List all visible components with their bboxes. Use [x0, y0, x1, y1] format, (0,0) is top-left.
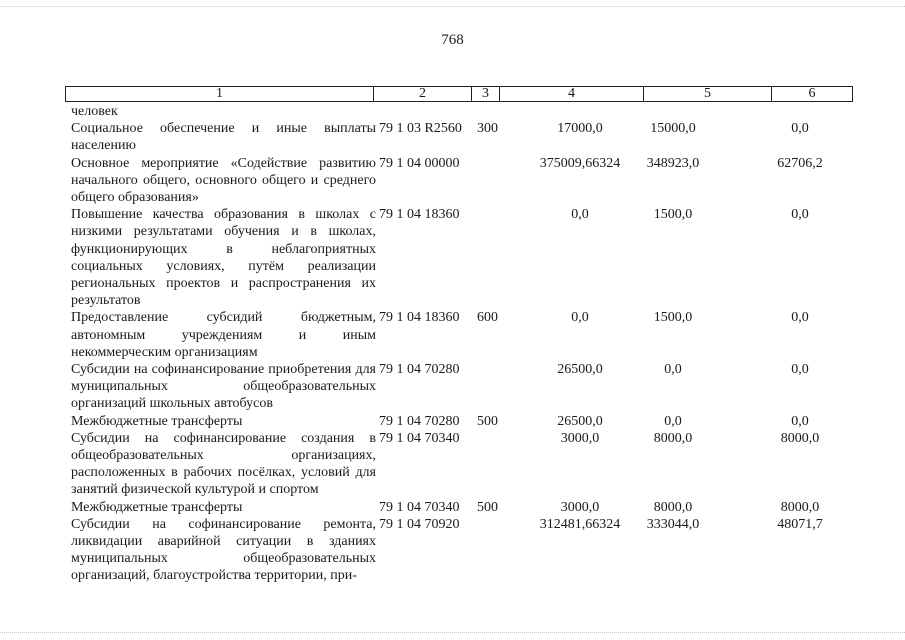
- scan-top-edge: [0, 6, 905, 7]
- row-code: 79 1 04 18360: [379, 207, 460, 223]
- row-value-4: 312481,66324: [539, 516, 621, 532]
- table-body: [65, 103, 852, 585]
- row-value-6: 0,0: [791, 310, 809, 326]
- row-code: 79 1 04 70340: [379, 499, 460, 515]
- table-row: [65, 206, 852, 309]
- row-value-6: 8000,0: [780, 499, 820, 515]
- row-value-5: 1500,0: [653, 207, 693, 223]
- row-code: 79 1 04 70280: [379, 362, 460, 378]
- row-name: Социальное обеспечение и иные выплаты населению: [71, 121, 376, 154]
- table-row: [65, 430, 852, 499]
- row-value-4: 0,0: [571, 207, 589, 223]
- row-value-4: 3000,0: [560, 430, 600, 446]
- header-row: [66, 87, 853, 102]
- row-name: Основное мероприятие «Содействие развитию начального общего, основного общего и среднего общего образования»: [71, 155, 376, 206]
- row-value-4: 0,0: [571, 310, 589, 326]
- row-value-6: 8000,0: [780, 430, 820, 446]
- row-name: Межбюджетные трансферты: [71, 413, 243, 429]
- table-row: [65, 120, 852, 154]
- row-value-4: 26500,0: [557, 413, 603, 429]
- row-name: Субсидии на софинансирование создания в общеобразовательных организациях, расположенных в рабочих посёлках, условий для занятий физической культурой и спортом: [71, 430, 376, 498]
- row-code: 79 1 04 70920: [379, 516, 460, 532]
- table-row: [65, 155, 852, 207]
- col-header-6: 6: [772, 87, 853, 102]
- row-code: 79 1 04 00000: [379, 155, 460, 171]
- row-name: Субсидии на софинансирование приобретения для муниципальных общеобразовательных организаций школьных автобусов: [71, 362, 376, 412]
- row-type: 300: [477, 121, 498, 137]
- row-value-6: 0,0: [791, 413, 809, 429]
- col-header-4: 4: [500, 87, 644, 102]
- row-value-6: 0,0: [791, 207, 809, 223]
- row-code: 79 1 04 70280: [379, 413, 460, 429]
- table-row: [65, 499, 852, 516]
- table-row: [65, 413, 852, 430]
- col-header-5: 5: [644, 87, 772, 102]
- table-row: [65, 516, 852, 585]
- scan-bottom-edge: [0, 632, 905, 633]
- row-value-5: 348923,0: [646, 155, 700, 171]
- row-name: Субсидии на софинансирование ремонта, ликвидации аварийной ситуации в зданиях муниципальных общеобразовательных организаций, благоустройства территории, при-: [71, 516, 376, 584]
- row-value-4: 3000,0: [560, 499, 600, 515]
- row-value-4: 26500,0: [557, 362, 603, 378]
- row-value-6: 62706,2: [777, 155, 823, 171]
- row-name: Предоставление субсидий бюджетным, автономным учреждениям и иным некоммерческим организациям: [71, 310, 376, 360]
- col-header-1: 1: [66, 87, 374, 102]
- row-code: 79 1 03 R2560: [379, 121, 462, 137]
- row-name: Повышение качества образования в школах с низкими результатами обучения и в школах, функционирующих в неблагоприятных социальных условиях, путём реализации региональных проектов и распространения их результатов: [71, 207, 376, 309]
- row-value-5: 8000,0: [653, 430, 693, 446]
- row-code: 79 1 04 70340: [379, 430, 460, 446]
- row-value-5: 0,0: [664, 413, 682, 429]
- row-value-6: 0,0: [791, 121, 809, 137]
- table-header: [65, 86, 853, 102]
- row-code: 79 1 04 18360: [379, 310, 460, 326]
- col-header-2: 2: [374, 87, 472, 102]
- row-value-6: 48071,7: [777, 516, 823, 532]
- row-value-4: 17000,0: [557, 121, 603, 137]
- table-row: [65, 103, 852, 120]
- row-value-5: 8000,0: [653, 499, 693, 515]
- row-type: 600: [477, 310, 498, 326]
- row-value-5: 1500,0: [653, 310, 693, 326]
- row-type: 500: [477, 499, 498, 515]
- row-name: Межбюджетные трансферты: [71, 499, 243, 515]
- table-row: [65, 309, 852, 361]
- row-value-6: 0,0: [791, 362, 809, 378]
- page-number: 768: [441, 32, 464, 48]
- row-value-5: 333044,0: [646, 516, 700, 532]
- col-header-3: 3: [472, 87, 500, 102]
- row-type: 500: [477, 413, 498, 429]
- row-value-5: 0,0: [664, 362, 682, 378]
- row-name: человек: [71, 104, 118, 119]
- table-row: [65, 361, 852, 413]
- row-value-5: 15000,0: [650, 121, 696, 137]
- row-value-4: 375009,66324: [539, 155, 621, 171]
